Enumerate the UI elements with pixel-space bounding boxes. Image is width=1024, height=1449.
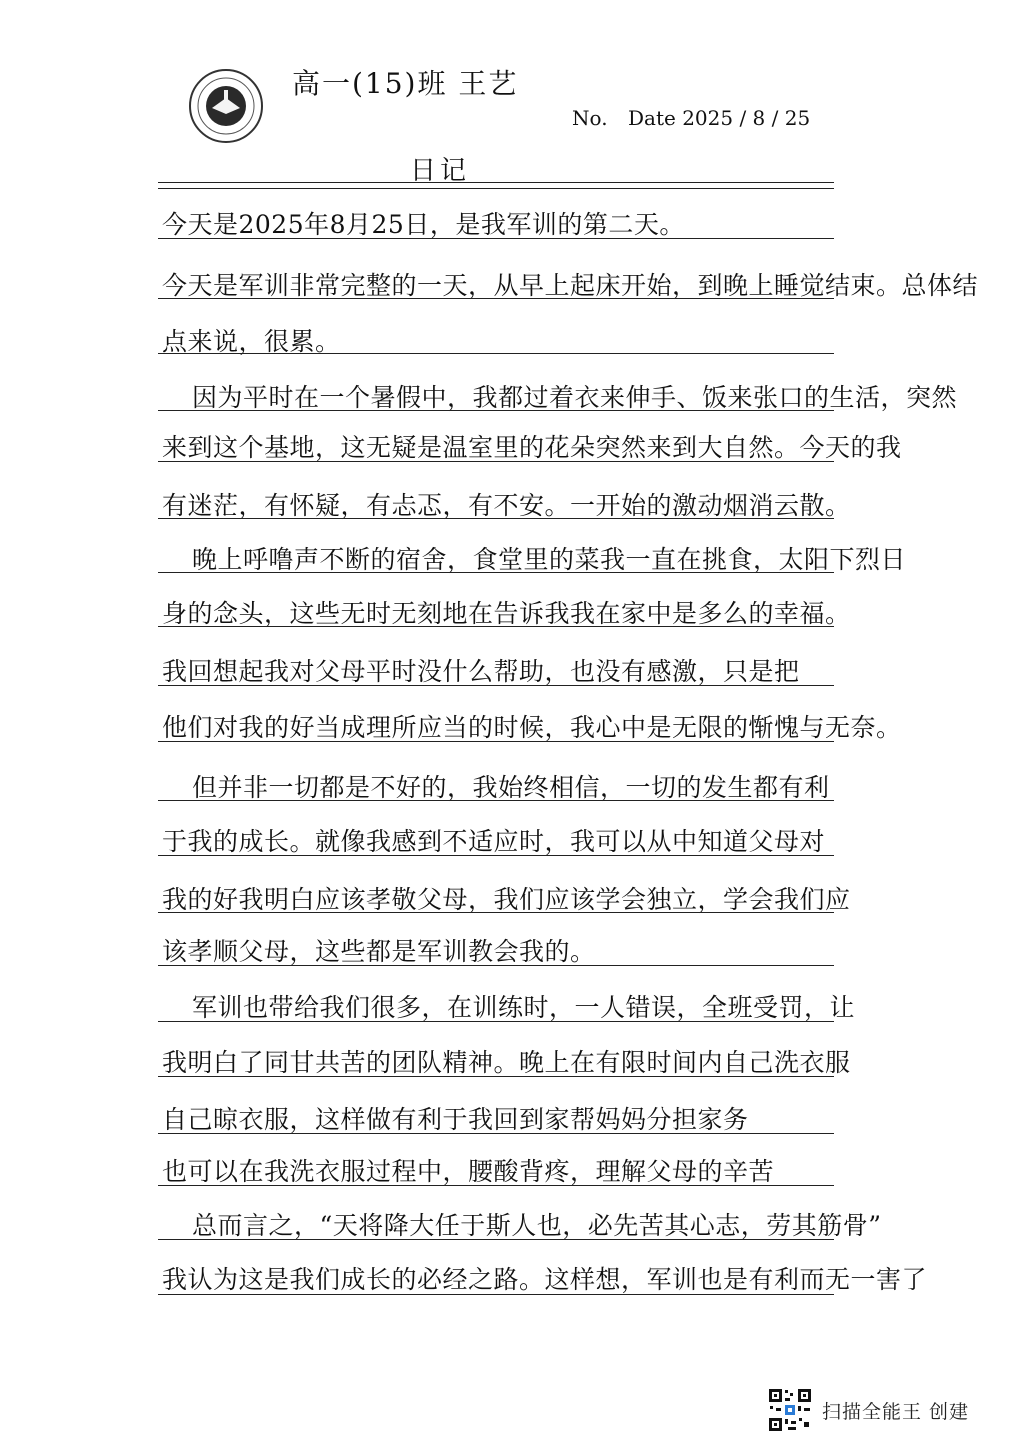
ruled-line [158, 1076, 834, 1077]
diary-line: 点来说，很累。 [162, 327, 341, 356]
ruled-line [158, 1133, 834, 1134]
diary-line: 我明白了同甘共苦的团队精神。晚上在有限时间内自己洗衣服 [162, 1048, 851, 1077]
diary-line: 总而言之，“天将降大任于斯人也，必先苦其心志，劳其筋骨” [192, 1211, 882, 1240]
diary-line: 我的好我明白应该孝敬父母，我们应该学会独立，学会我们应 [162, 885, 851, 914]
ruled-line [158, 518, 834, 519]
ruled-line [158, 685, 834, 686]
ruled-line [158, 461, 834, 462]
ruled-line [158, 1294, 834, 1295]
diary-line: 也可以在我洗衣服过程中，腰酸背疼，理解父母的辛苦 [162, 1157, 775, 1186]
ruled-line [158, 912, 834, 913]
ruled-line [158, 238, 834, 239]
diary-line: 身的念头，这些无时无刻地在告诉我我在家中是多么的幸福。 [162, 599, 851, 628]
ruled-line [158, 626, 834, 627]
diary-line: 有迷茫，有怀疑，有忐忑，有不安。一开始的激动烟消云散。 [162, 491, 851, 520]
scanner-label: 扫描全能王 创建 [822, 1400, 970, 1423]
diary-line: 自己晾衣服，这样做有利于我回到家帮妈妈分担家务 [162, 1105, 749, 1134]
ruled-line [158, 741, 834, 742]
diary-line: 于我的成长。就像我感到不适应时，我可以从中知道父母对 [162, 827, 826, 856]
diary-line: 但并非一切都是不好的，我始终相信，一切的发生都有利 [192, 773, 830, 802]
qr-code-icon [768, 1388, 812, 1432]
diary-line: 他们对我的好当成理所应当的时候，我心中是无限的惭愧与无奈。 [162, 713, 902, 742]
ruled-line [158, 1185, 834, 1186]
ruled-line [158, 353, 834, 354]
ruled-line [158, 965, 834, 966]
ruled-line [158, 410, 834, 411]
page-title: 日记 [410, 156, 471, 186]
ruled-line [158, 800, 834, 801]
title-rule-2 [158, 188, 834, 189]
diary-line: 今天是军训非常完整的一天，从早上起床开始，到晚上睡觉结束。总体结 [162, 271, 979, 300]
date-field: Date 2025 / 8 / 25 [628, 106, 811, 130]
ruled-line [158, 1239, 834, 1240]
diary-line: 我回想起我对父母平时没什么帮助，也没有感激，只是把 [162, 657, 800, 686]
ruled-line [158, 855, 834, 856]
diary-line: 今天是2025年8月25日，是我军训的第二天。 [162, 210, 685, 239]
ruled-line [158, 1021, 834, 1022]
diary-line: 我认为这是我们成长的必经之路。这样想，军训也是有利而无一害了 [162, 1265, 928, 1294]
school-emblem-icon [188, 68, 264, 144]
ruled-line [158, 572, 834, 573]
number-label: No. [572, 106, 608, 130]
diary-line: 该孝顺父母，这些都是军训教会我的。 [162, 937, 596, 966]
diary-line: 来到这个基地，这无疑是温室里的花朵突然来到大自然。今天的我 [162, 433, 902, 462]
diary-line: 因为平时在一个暑假中，我都过着衣来伸手、饭来张口的生活，突然 [192, 383, 958, 412]
title-rule [158, 182, 834, 183]
ruled-line [158, 298, 834, 299]
scanner-watermark [768, 1388, 969, 1432]
student-name: 高一(15)班 王艺 [292, 67, 519, 100]
diary-line: 晚上呼噜声不断的宿舍，食堂里的菜我一直在挑食，太阳下烈日 [192, 545, 907, 574]
diary-line: 军训也带给我们很多，在训练时，一人错误，全班受罚，让 [192, 993, 856, 1022]
